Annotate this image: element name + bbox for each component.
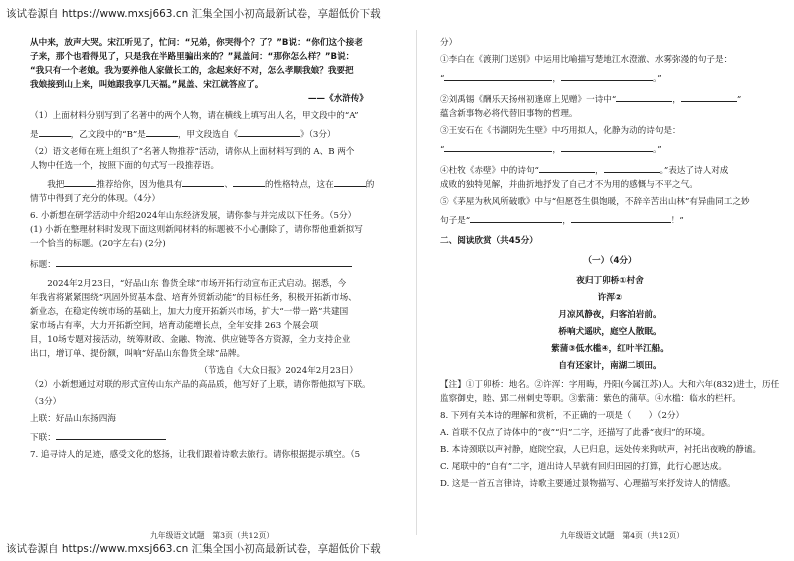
answer-blank-a[interactable] — [39, 126, 71, 137]
couplet-down-row: 下联： — [30, 429, 398, 445]
q8-option-d: D. 这是一首五言律诗，诗歌主要通过景物描写、心理描写来抒发诗人的情感。 — [440, 479, 736, 489]
poem-line: 紫蒲③低水槛④，红叶半江船。 — [551, 344, 669, 354]
answer-blank-name[interactable] — [64, 176, 96, 187]
answer-blank-plot[interactable] — [334, 176, 366, 187]
subsection-heading: （一）（4分） — [583, 256, 637, 266]
q6-1-prompt: (1) 小新在整理材料时发现下面这则新闻材料的标题被不小心删除了，请你帮他重新拟写 — [30, 225, 363, 235]
news-line: 新业态，在稳定传统市场的基础上，加大力度开拓新兴市场，扩大“一带一路”共建国 — [30, 307, 349, 317]
answer-blank[interactable] — [444, 141, 552, 152]
q6-prompt: 6. 小新想在研学活动中介绍2024年山东经济发展，请你参与并完成以下任务。（5分） — [30, 211, 357, 221]
q7-item-3: ③王安石在《书湖阴先生壁》中巧用拟人，化静为动的诗句是： — [440, 126, 681, 136]
answer-blank[interactable] — [681, 91, 737, 102]
q5-1-prompt: （1）上面材料分别写到了名著中的两个人物，请在横线上填写出人名，甲文段中的“A” — [30, 111, 359, 121]
q5-2-template-cont: 情节中得到了充分的体现。（4分） — [30, 194, 161, 204]
quote-line: 我娘接到山上来，叫她跟我享几天福。”晁盖、宋江就答应了。 — [30, 80, 264, 90]
q6-1-prompt-cont: 一个恰当的标题。(20字左右) (2分) — [30, 239, 166, 249]
answer-blank-book[interactable] — [238, 126, 300, 137]
q7-item-3-blanks: “ ， 。” — [440, 141, 780, 157]
news-line: 2024年2月23日，“好品山东 鲁货全球”市场开拓行动宣布正式启动。据悉，今 — [47, 279, 347, 289]
page-4-footer: 九年级语文试题 第4页（共12页） — [560, 531, 685, 540]
answer-blank[interactable] — [604, 162, 660, 173]
answer-blank-trait2[interactable] — [233, 176, 265, 187]
news-line: 出口，增订单、提份额，叫响“好品山东鲁货全球”品牌。 — [30, 349, 246, 359]
q7-item-5-blanks: 句子是“ ， ！” — [440, 212, 780, 228]
q8-option-c: C. 尾联中的“自有”二字，道出诗人早就有回归田园的打算，此行心愿达成。 — [440, 462, 727, 472]
poem-line: 月凉风静夜，归客泊岩前。 — [558, 310, 662, 320]
quote-line: 从中来，放声大哭。宋江听见了，忙问：“兄弟，你哭得个？了？”B说：“你们这个接老 — [30, 38, 363, 48]
q7-prompt: 7. 追寻诗人的足迹，感受文化的悠扬，让我们跟着诗歌去旅行。请你根据提示填空。（5 — [30, 450, 361, 460]
page-3-footer: 九年级语文试题 第3页（共12页） — [150, 531, 275, 540]
q7-item-1-blanks: “ ， 。” — [440, 70, 780, 86]
q5-1-blanks: 是 ，乙文段中的“B”是 ，甲文段选自《 》（3分） — [30, 126, 398, 142]
news-line: 目，10场专题对接活动，统筹财政、金融、物流、供应链等各方资源，全力支持企业 — [30, 335, 351, 345]
news-line: 家市场占有率，大力开拓新空间，培育动能增长点，全年安排 263 个展会项 — [30, 321, 319, 331]
quote-line: 子来，那个也看得见了，只是我在半路里骗出来的？”晁盖问：“那你怎么样？”B说： — [30, 52, 355, 62]
couplet-up: 上联：好品山东扬四海 — [30, 414, 116, 424]
couplet-answer-line[interactable] — [56, 429, 166, 440]
q6-2-prompt: （2）小新想通过对联的形式宣传山东产品的高品质，他写好了上联，请你帮他拟写下联。 — [30, 380, 371, 390]
q7-item-2-cont: 蕴含新事物必将代替旧事物的哲理。 — [440, 109, 578, 119]
q5-2-template: 我把 推荐给你，因为他具有 、 的性格特点，这在 的 — [30, 176, 398, 192]
answer-blank[interactable] — [571, 212, 671, 223]
poem-author: 许浑② — [597, 293, 623, 303]
q5-2-prompt: （2）语文老师在班上组织了“名著人物推荐”活动，请你从上面材料写到的 A、B 两个 — [30, 147, 355, 157]
q8-option-b: B. 本诗颈联以声衬静，庭院空寂，人已归息，远处传来狗吠声，衬托出夜晚的静谧。 — [440, 445, 762, 455]
news-source: （节选自《大众日报》2024年2月23日） — [199, 366, 358, 376]
quote-line: “我只有一个老娘。我为要养他人家做长工的，念起来好不对，怎么孝顺我娘？我要把 — [30, 66, 354, 76]
q7-item-2: ②刘禹锡《酬乐天扬州初逢席上见赠》一诗中“ ， ” — [440, 91, 780, 107]
answer-blank[interactable] — [561, 141, 653, 152]
answer-blank[interactable] — [539, 162, 595, 173]
answer-blank-trait1[interactable] — [182, 176, 224, 187]
answer-blank[interactable] — [561, 70, 653, 81]
answer-blank[interactable] — [616, 91, 672, 102]
section-heading: 二、阅读欣赏（共45分） — [440, 236, 538, 246]
title-answer-line[interactable] — [56, 256, 352, 267]
q6-2-score: （3分） — [30, 397, 62, 407]
q7-item-5: ⑤《茅屋为秋风所破歌》中与“但愿苍生俱饱暖，不辞辛苦出山林”有异曲同工之妙 — [440, 197, 750, 207]
poem-line: 自有还家计，南湖二顷田。 — [558, 361, 662, 371]
title-row: 标题： — [30, 256, 398, 272]
news-line: 年我省将紧紧围绕“巩固外贸基本盘、培育外贸新动能”的目标任务，积极开拓新市场、 — [30, 293, 357, 303]
poem-notes: 【注】①丁卯桥：地名。②许浑：字用晦，丹阳(今属江苏)人。大和六年(832)进士，历任 — [440, 380, 780, 390]
q7-cont: 分） — [440, 38, 458, 48]
q7-item-4-cont: 成败的独特见解，并曲折地抒发了自己才不为用的感慨与不平之气。 — [440, 180, 698, 190]
answer-blank[interactable] — [470, 212, 562, 223]
q5-2-prompt-cont: 人物中任选一个，按照下面的句式写一段推荐语。 — [30, 161, 220, 171]
watermark-bottom: 该试卷源自 https://www.mxsj663.cn 汇集全国小初高最新试卷，享超低价下载 — [6, 543, 381, 555]
answer-blank-b[interactable] — [146, 126, 178, 137]
page-4-column — [440, 36, 780, 491]
poem-title: 夜归丁卯桥①村舍 — [576, 276, 644, 286]
q7-item-4: ④杜牧《赤壁》中的诗句“ ， 。”表达了诗人对成 — [440, 162, 780, 178]
quote-source: ——《水浒传》 — [307, 94, 368, 104]
q7-item-1: ①李白在《渡荆门送别》中运用比喻描写楚地江水澄澈、水雾弥漫的句子是： — [440, 55, 733, 65]
poem-line: 桥响犬遥吠，庭空人散眠。 — [558, 327, 662, 337]
answer-blank[interactable] — [444, 70, 552, 81]
q8-prompt: 8. 下列有关本诗的理解和赏析，不正确的一项是（ ）（2分） — [440, 411, 685, 421]
page-divider — [416, 30, 417, 535]
watermark-top: 该试卷源自 https://www.mxsj663.cn 汇集全国小初高最新试卷，享超低价下载 — [6, 8, 381, 20]
poem-notes-cont: 监察御史，睦、郢二州刺史等职。③紫蒲：紫色的蒲草。④水槛：临水的栏杆。 — [440, 394, 741, 404]
page-3-column — [30, 36, 398, 462]
q8-option-a: A. 首联不仅点了诗体中的“夜”“归”二字，还描写了此番“夜归”的环境。 — [440, 428, 711, 438]
